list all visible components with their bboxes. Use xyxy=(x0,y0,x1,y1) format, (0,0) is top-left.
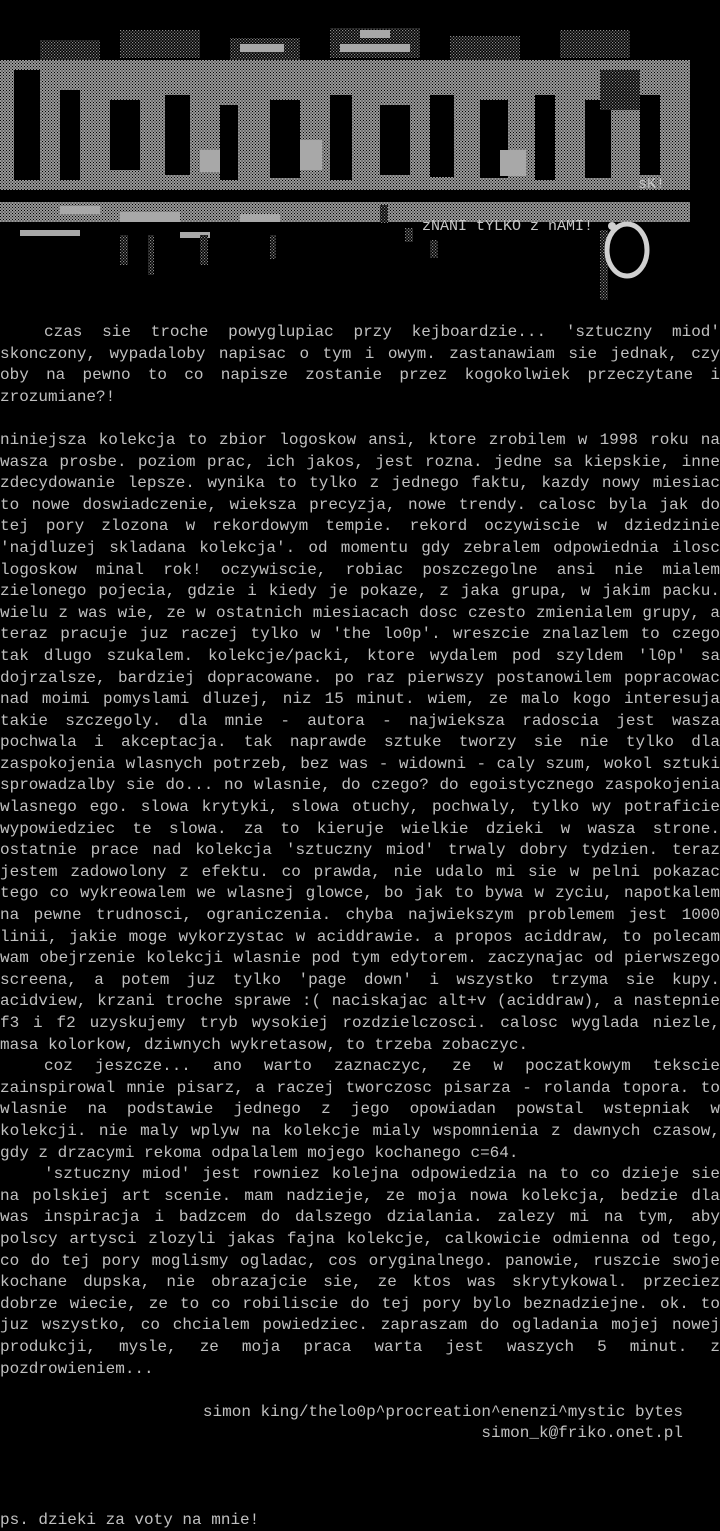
main-paragraph: niniejsza kolekcja to zbior logoskow ansi, ktore zrobilem w 1998 roku na wasza prosbe. poziom prac, ich jakos, jest rozna. jedne sa kiepskie, inne zdecydowanie lepsze. wynika to tylko z jednego faktu, kazdy nowy miesiac to nowe doswiadczenie, wieksza precyzja, nowe trendy. calosc byla jak do tej pory zlozona w rekordowym tempie. rekord oczywiscie w dziedzinie 'najdluzej skladana kolekcja'. od momentu gdy zebralem odpowiednia ilosc logoskow minal rok! oczywiscie, robiac poszczegolne ansi nie mialem zielonego pojecia, gdzie i kiedy je pokaze, z jaka grupa, w jakim packu. wielu z was wie, ze w ostatnich miesiacach dosc czesto zmienialem grupy, a teraz pracuje juz raczej tylko w 'the lo0p'. wreszcie znalazlem to czego tak dlugo szukalem. kolekcje/packi, ktore wydalem pod szyldem 'l0p' sa dojrzalsze, bardziej dopracowane. po raz pierwszy postanowilem popracowac nad moimi pomyslami dluzej, niz 15 minut. wiem, ze malo kogo interesuja takie szczegoly. dla mnie - autora - najwieksza radoscia jest wasza pochwala i akceptacja. tak naprawde sztuke tworzy sie nie tylko dla zaspokojenia wlasnych potrzeb, bez was - widowni - caly szum, wokol sztuki sprowadzalby sie do... no wlasnie, do czego? do egoistycznego zaspokojenia wlasnego ego. slowa krytyki, slowa otuchy, pochwaly, tylko wy potraficie wypowiedziec te slowa. za to kieruje wielkie dzieki w wasza strone. ostatnie prace nad kolekcja 'sztuczny miod' trwaly dobry tydzien. teraz jestem zadowolony z efektu. co prawda, nie udalo mi sie w pelni pokazac tego co wykreowalem we wlasnej glowce, bo jak to bywa w zyciu, napotkalem na pewne trudnosci, ograniczenia. chyba najwiekszym problemem jest 1000 linii, jakie moge wykorzystac w aciddrawie. a propos aciddraw, to polecam wam obejrzenie kolekcji wlasnie pod tym edytorem. zaczynajac od pierwszego screena, a potem juz tylko 'page down' i wszystko trzyma sie kupy. acidview, krzani troche sprawe :( naciskajac alt+v (aciddraw), a nastepnie f3 i f2 uzyskujemy tryb wysokiej rozdzielczosci. calosc wyglada niezle, masa kolorkow, dziwnych wykretasow, to trzeba zobaczyc. xyxy=(0,430,720,1054)
author-signature: simon king/thelo0p^procreation^enenzi^mystic bytes xyxy=(202,1402,683,1421)
author-email: simon_k@friko.onet.pl xyxy=(481,1424,683,1443)
logo-signature: sK! xyxy=(638,176,666,193)
logo-art xyxy=(0,0,720,310)
intro-paragraph: czas sie troche powyglupiac przy kejboardzie... 'sztuczny miod' skonczony, wypadaloby napisac o tym i owym. zastanawiam sie jednak, czy oby na pewno to co napisze zostanie przez kogokolwiek przeczytane i zrozumiane?! xyxy=(0,323,720,406)
text-body xyxy=(0,322,720,1531)
inspiration-paragraph: coz jeszcze... ano warto zaznaczyc, ze w poczatkowym tekscie zainspirowal mnie pisarz, a raczej tworczosc pisarza - rolanda topora. to wlasnie na podstawie jednego z jego opowiadan powstal wstepniak w kolekcji. nie maly wplyw na kolekcje mialy wspomnienia z dawnych czasow, gdy z drzacymi rekoma odpalalem mojego kochanego c=64. xyxy=(0,1057,720,1162)
closing-paragraph: 'sztuczny miod' jest rowniez kolejna odpowiedzia na to co dzieje sie na polskiej art scenie. mam nadzieje, ze moja nowa kolekcja, bedzie dla was inspiracja i badzcem do dalszego dzialania. zalezy mi na tym, aby polscy artysci zlozyli jakas fajna kolekcje, calkowicie odmienna od tego, co do tej pory moglismy ogladac, cos oryginalnego. panowie, ruszcie swoje kochane dupska, nie obrazajcie sie, ze ktos was skrytykowal. przeciez dobrze wiecie, ze to co robiliscie do tej pory bylo beznadziejne. ok. to juz wszystko, co chcialem powiedziec. zapraszam do ogladania mojej nowej produkcji, mysle, ze moja praca warta jest waszych 5 minut. z pozdrowieniem... xyxy=(0,1165,720,1378)
logo-tagline: zNANI tYLKO z nAMI! xyxy=(422,218,594,235)
postscript: ps. dzieki za voty na mnie! xyxy=(0,1510,260,1529)
